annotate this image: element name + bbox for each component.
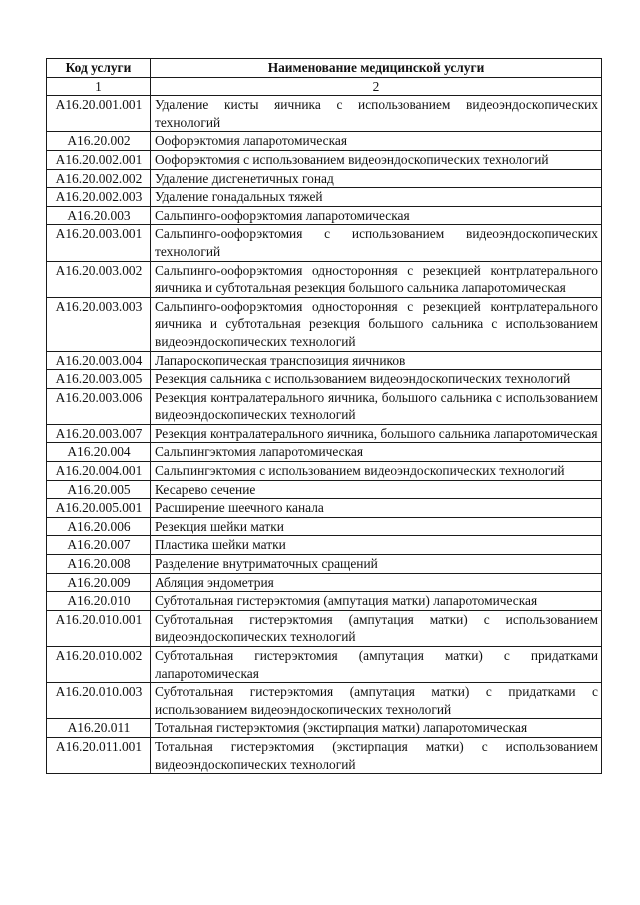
table-row xyxy=(47,370,602,389)
service-code: A16.20.011.001 xyxy=(47,737,151,773)
service-name: Субтотальная гистерэктомия (ампутация матки) с придатками с использованием видеоэндоскопических технологий xyxy=(151,683,602,719)
table-row xyxy=(47,462,602,481)
service-name: Резекция шейки матки xyxy=(151,517,602,536)
table-row xyxy=(47,297,602,351)
service-name: Пластика шейки матки xyxy=(151,536,602,555)
service-name: Кесарево сечение xyxy=(151,480,602,499)
service-name: Расширение шеечного канала xyxy=(151,499,602,518)
service-code: A16.20.002.001 xyxy=(47,150,151,169)
table-body xyxy=(47,96,602,774)
service-code: A16.20.002.003 xyxy=(47,188,151,207)
table-row xyxy=(47,351,602,370)
service-name: Субтотальная гистерэктомия (ампутация матки) с использованием видеоэндоскопических технологий xyxy=(151,610,602,646)
service-code: A16.20.007 xyxy=(47,536,151,555)
service-name: Лапароскопическая транспозиция яичников xyxy=(151,351,602,370)
service-name: Абляция эндометрия xyxy=(151,573,602,592)
service-name: Сальпинго-оофорэктомия лапаротомическая xyxy=(151,206,602,225)
table-row xyxy=(47,517,602,536)
column-number-name: 2 xyxy=(151,77,602,96)
table-row xyxy=(47,737,602,773)
service-name: Удаление кисты яичника с использованием видеоэндоскопических технологий xyxy=(151,96,602,132)
table-row xyxy=(47,443,602,462)
service-name: Сальпинго-оофорэктомия односторонняя с резекцией контрлатерального яичника и субтотальная резекция большого сальника лапаротомическая xyxy=(151,261,602,297)
service-name: Резекция контралатерального яичника, большого сальника с использованием видеоэндоскопических технологий xyxy=(151,388,602,424)
service-name: Разделение внутриматочных сращений xyxy=(151,555,602,574)
table-row xyxy=(47,206,602,225)
service-name: Тотальная гистерэктомия (экстирпация матки) лапаротомическая xyxy=(151,719,602,738)
service-code: A16.20.003.004 xyxy=(47,351,151,370)
table-row xyxy=(47,573,602,592)
table-row xyxy=(47,499,602,518)
service-code: A16.20.002 xyxy=(47,132,151,151)
header-row xyxy=(47,59,602,78)
table-row xyxy=(47,150,602,169)
table-row xyxy=(47,719,602,738)
table-row xyxy=(47,647,602,683)
table-row xyxy=(47,592,602,611)
service-code: A16.20.004 xyxy=(47,443,151,462)
service-code: A16.20.005.001 xyxy=(47,499,151,518)
service-name: Тотальная гистерэктомия (экстирпация матки) с использованием видеоэндоскопических технологий xyxy=(151,737,602,773)
service-code: A16.20.003.002 xyxy=(47,261,151,297)
service-name: Субтотальная гистерэктомия (ампутация матки) лапаротомическая xyxy=(151,592,602,611)
service-code: A16.20.003.006 xyxy=(47,388,151,424)
service-name: Субтотальная гистерэктомия (ампутация матки) с придатками лапаротомическая xyxy=(151,647,602,683)
header-code: Код услуги xyxy=(47,59,151,78)
service-name: Сальпинго-оофорэктомия с использованием видеоэндоскопических технологий xyxy=(151,225,602,261)
column-number-row xyxy=(47,77,602,96)
service-name: Оофорэктомия лапаротомическая xyxy=(151,132,602,151)
service-code: A16.20.009 xyxy=(47,573,151,592)
table-row xyxy=(47,132,602,151)
header-name: Наименование медицинской услуги xyxy=(151,59,602,78)
service-code: A16.20.002.002 xyxy=(47,169,151,188)
table-row xyxy=(47,424,602,443)
table-row xyxy=(47,480,602,499)
service-code: A16.20.010 xyxy=(47,592,151,611)
table-row xyxy=(47,169,602,188)
service-name: Удаление гонадальных тяжей xyxy=(151,188,602,207)
table-row xyxy=(47,96,602,132)
table-row xyxy=(47,188,602,207)
table-row xyxy=(47,261,602,297)
service-name: Резекция контралатерального яичника, большого сальника лапаротомическая xyxy=(151,424,602,443)
service-code: A16.20.005 xyxy=(47,480,151,499)
service-code: A16.20.004.001 xyxy=(47,462,151,481)
table-row xyxy=(47,388,602,424)
table-head xyxy=(47,59,602,96)
service-code: A16.20.003 xyxy=(47,206,151,225)
service-code: A16.20.011 xyxy=(47,719,151,738)
service-code: A16.20.010.003 xyxy=(47,683,151,719)
table-row xyxy=(47,555,602,574)
service-name: Удаление дисгенетичных гонад xyxy=(151,169,602,188)
service-code: A16.20.010.001 xyxy=(47,610,151,646)
service-code: A16.20.001.001 xyxy=(47,96,151,132)
table-row xyxy=(47,225,602,261)
service-code: A16.20.003.003 xyxy=(47,297,151,351)
service-code: A16.20.008 xyxy=(47,555,151,574)
service-code: A16.20.003.001 xyxy=(47,225,151,261)
service-name: Оофорэктомия с использованием видеоэндоскопических технологий xyxy=(151,150,602,169)
table-row xyxy=(47,683,602,719)
service-name: Сальпингэктомия лапаротомическая xyxy=(151,443,602,462)
service-code: A16.20.003.005 xyxy=(47,370,151,389)
table-row xyxy=(47,610,602,646)
services-table xyxy=(46,58,602,774)
service-name: Резекция сальника с использованием видеоэндоскопических технологий xyxy=(151,370,602,389)
service-name: Сальпинго-оофорэктомия односторонняя с резекцией контрлатерального яичника и субтотальная резекция большого сальника с использованием видеоэндоскопических технологий xyxy=(151,297,602,351)
service-name: Сальпингэктомия с использованием видеоэндоскопических технологий xyxy=(151,462,602,481)
service-code: A16.20.010.002 xyxy=(47,647,151,683)
service-code: A16.20.003.007 xyxy=(47,424,151,443)
service-code: A16.20.006 xyxy=(47,517,151,536)
column-number-code: 1 xyxy=(47,77,151,96)
table-row xyxy=(47,536,602,555)
